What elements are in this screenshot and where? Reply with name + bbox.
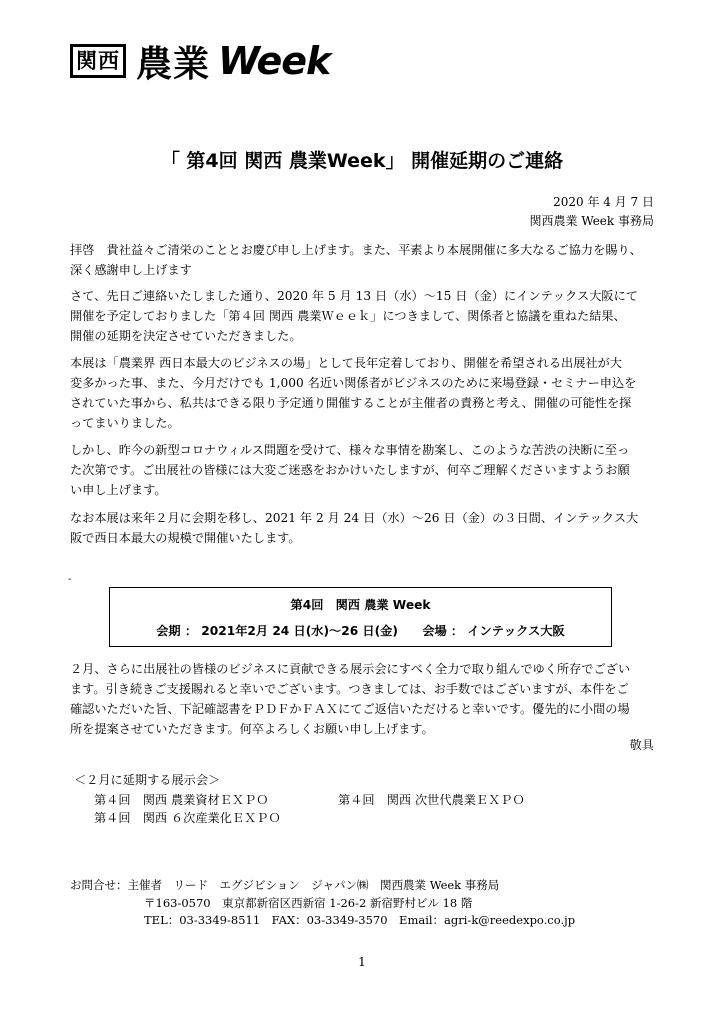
document-title: 「 第4回 関西 農業Week」 開催延期のご連絡 xyxy=(160,150,564,172)
contact-address: 〒163-0570 東京都新宿区西新宿 1-26-2 新宿野村ビル 18 階 xyxy=(144,896,473,910)
paragraph-background: 本展は「農業界 西日本最大のビジネスの場」として長年定着しており、開催を希望される出展社が大 変多かった事、また、今月だけでも 1,000 名近い関係者がビジネスのために来場登録・セミナー申込を されていた事から、私共はできる限り予定通り開催することが主催者の責務と考え、開催の可能性を探 ってまいりました。 xyxy=(70,356,637,430)
paragraph-announcement: さて、先日ご連絡いたしました通り、2020 年 5 月 13 日（水）～15 日（金）にインテックス大阪にて 開催を予定しておりました「第４回 関西 農業Ｗｅｅｋ」につきまして、関係者と協議を重ねた結果、 開催の延期を決定させていただきました。 xyxy=(70,289,638,343)
sender-name: 関西農業 Week 事務局 xyxy=(529,214,654,228)
paragraph-new-dates: なお本展は来年２月に会期を移し、2021 年 2 月 24 日（水）～26 日（金）の３日間、インテックス大 阪で西日本最大の規模で開催いたします。 xyxy=(70,511,639,545)
logo-week-text: Week xyxy=(218,39,331,83)
paragraph-request: ２月、さらに出展社の皆様のビジネスに貢献できる展示会にすべく全力で取り組んでゆく所存でござい ます。引き続きご支援賜れると幸いでございます。つきましては、お手数ではございますが、本件をご 確認いただいた旨、下記確認書をＰＤＦかＦＡＸにてご返信いただけると幸いです。優先的に小間の場 所を提案させていただきます。何卒よろしくお願い申し上げます。 xyxy=(70,662,631,736)
event-info-dates-venue: 会期 ： 2021年2月 24 日(水)～26 日(金) 会場 ： インテックス大阪 xyxy=(156,624,565,638)
event-info-name: 第4回 関西 農業 Week xyxy=(290,598,431,612)
contact-phone-email: TEL：03-3349-8511 FAX：03-3349-3570 Email：agri-k@reedexpo.co.jp xyxy=(144,913,576,927)
contact-organizer: お問合せ：主催者 リード エグジビション ジャパン㈱ 関西農業 Week 事務局 xyxy=(70,878,500,892)
document-date: 2020 年 4 月 7 日 xyxy=(553,195,654,209)
exhibition-item: 第４回 関西 次世代農業ＥＸＰＯ xyxy=(338,793,525,807)
paragraph-greeting: 拝啓 貴社益々ご清栄のこととお慶び申し上げます。また、平素より本展開催に多大なるご協力を賜り、 深く感謝申し上げます xyxy=(70,243,642,277)
exhibitions-heading: ＜２月に延期する展示会＞ xyxy=(74,773,221,787)
exhibition-item: 第４回 関西 農業資材ＥＸＰＯ xyxy=(94,793,269,807)
page-number: 1 xyxy=(358,955,366,969)
logo-kansai-box: 関西 xyxy=(70,44,126,78)
event-info-box xyxy=(109,587,612,647)
event-logo xyxy=(70,38,330,84)
logo-nogyo-text: 農業 xyxy=(136,43,211,85)
closing-keigu: 敬具 xyxy=(629,738,654,752)
exhibition-item: 第４回 関西 ６次産業化ＥＸＰＯ xyxy=(94,811,281,825)
paragraph-decision: しかし、昨今の新型コロナウィルス問題を受けて、様々な事情を勘案し、このような苦渋の決断に至っ た次第です。ご出展社の皆様には大変ご迷惑をおかけいたしますが、何卒ご理解くださいますようお願 い申し上げます。 xyxy=(70,443,630,497)
separator-mark: - xyxy=(68,574,72,585)
